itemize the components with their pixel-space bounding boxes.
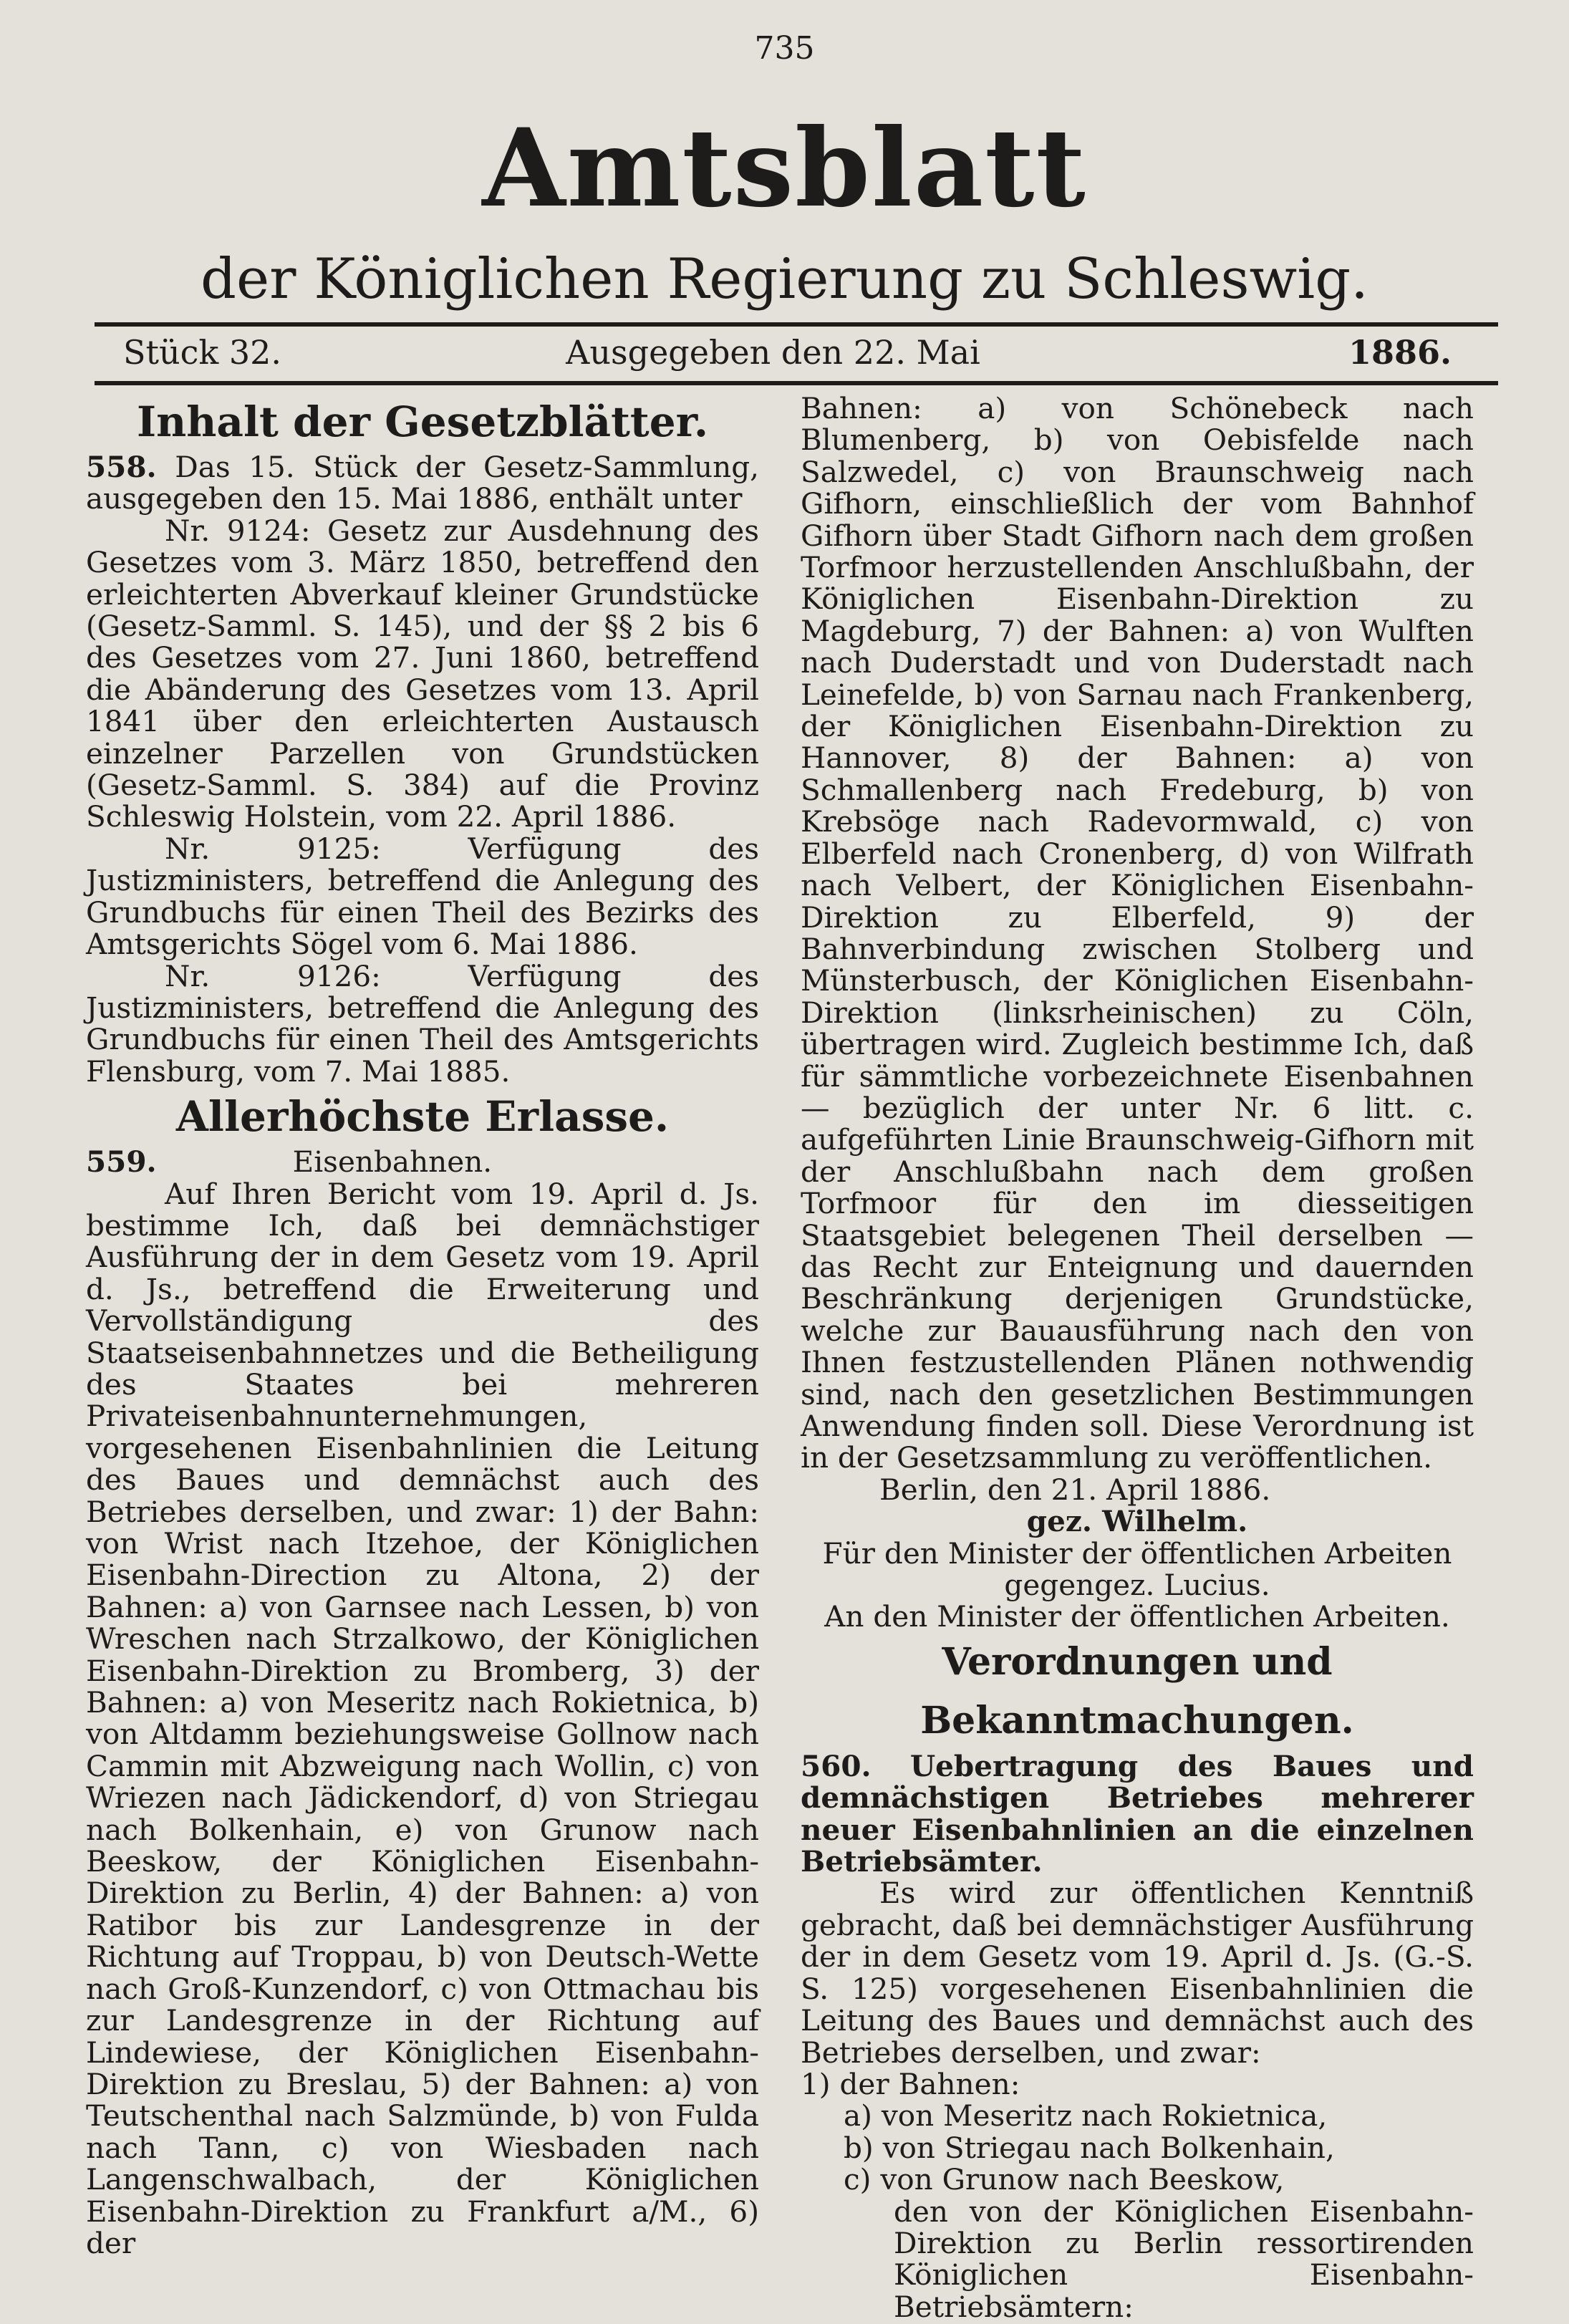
issue-date: Ausgegeben den 22. Mai: [566, 333, 980, 372]
entry-text: Das 15. Stück der Gesetz-Sammlung, ausgegeben den 15. Mai 1886, enthält unter: [86, 450, 760, 516]
entry-number: 558.: [86, 450, 157, 484]
entry-title: Eisenbahnen.: [292, 1144, 493, 1180]
list-item-tail: den von der Königlichen Eisenbahn-Direktion zu Berlin ressortirenden Königlichen Eisenbahn-Betriebsämtern:: [894, 2194, 1474, 2324]
issue-year: 1886.: [1348, 333, 1452, 372]
masthead-subtitle: der Königlichen Regierung zu Schleswig.: [201, 247, 1368, 312]
entry-number: 560.: [801, 1748, 872, 1783]
entry-title: Uebertragung des Baues und demnächstigen Betriebes mehrerer neuer Eisenbahnlinien an die einzelnen Betriebsämter.: [801, 1748, 1474, 1879]
page-number: 735: [754, 30, 815, 67]
list-item: a) von Meseritz nach Rokietnica,: [844, 2098, 1328, 2133]
signature-name: gez. Wilhelm.: [1026, 1504, 1248, 1539]
entry-558: [86, 451, 759, 515]
list-item: b) von Striegau nach Bolkenhain,: [844, 2130, 1335, 2165]
section-heading-verordnungen: Verordnungen und Bekanntmachungen.: [920, 1639, 1354, 1742]
left-column: [86, 392, 759, 2259]
signature: [801, 1505, 1474, 1537]
right-column: [801, 392, 1474, 2323]
header-rule-top: [95, 322, 1498, 327]
list-item: c) von Grunow nach Beeskow,: [844, 2162, 1285, 2197]
law-nr-9125: Nr. 9125: Verfügung des Justizministers, betreffend die Anlegung des Grundbuchs für einen Theil des Bezirks des Amtsgerichts Sögel vom 6. Mai 1886.: [86, 831, 759, 962]
law-nr-9124: Nr. 9124: Gesetz zur Ausdehnung des Gesetzes vom 3. März 1850, betreffend den erleichterten Abverkauf kleiner Grundstücke (Gesetz-Samml. S. 145), und der §§ 2 bis 6 des Gesetzes vom 27. Juni 1860, betreffend die Abänderung des Gesetzes vom 13. April 1841 über den erleichterten Austausch einzelner Parzellen von Grundstücken (Gesetz-Samml. S. 384) auf die Provinz Schleswig Holstein, vom 22. April 1886.: [86, 513, 759, 834]
entry-559-header: [86, 1144, 759, 1180]
entry-560-text: Es wird zur öffentlichen Kenntniß gebracht, daß bei demnächstiger Ausführung der in dem Gesetz vom 19. April d. Js. (G.-S. S. 125) vorgesehenen Eisenbahnlinien die Leitung des Baues und demnächst auch des Betriebes derselben, und zwar:: [801, 1876, 1474, 2070]
masthead-title: Amtsblatt: [482, 105, 1087, 231]
for-minister: Für den Minister der öffentlichen Arbeiten: [822, 1535, 1452, 1571]
entry-560-header: [801, 1750, 1474, 1878]
entry-number: 559.: [86, 1144, 157, 1180]
countersigned: gegengez. Lucius.: [1004, 1568, 1270, 1603]
issue-line: [95, 331, 1452, 374]
section-heading-gesetzblaetter: Inhalt der Gesetzblätter.: [136, 397, 709, 446]
header-rule-bottom: [95, 381, 1498, 385]
section-heading-erlasse: Allerhöchste Erlasse.: [175, 1092, 670, 1142]
addressee: An den Minister der öffentlichen Arbeiten.: [824, 1599, 1450, 1634]
issue-number: Stück 32.: [123, 333, 282, 372]
law-nr-9126: Nr. 9126: Verfügung des Justizministers, betreffend die Anlegung des Grundbuchs für einen Theil des Amtsgerichts Flensburg, vom 7. Mai 1885.: [86, 958, 759, 1089]
list-item: 1) der Bahnen:: [801, 2066, 1020, 2101]
place-date: Berlin, den 21. April 1886.: [879, 1472, 1271, 1507]
entry-559-text: Auf Ihren Bericht vom 19. April d. Js. bestimme Ich, daß bei demnächstiger Ausführung der in dem Gesetz vom 19. April d. Js., betreffend die Erweiterung und Vervollständigung des Staatseisenbahnnetzes und die Betheiligung des Staates bei mehreren Privateisenbahnunternehmungen, vorgesehenen Eisenbahnlinien die Leitung des Baues und demnächst auch des Betriebes derselben, und zwar: 1) der Bahn: von Wrist nach Itzehoe, der Königlichen Eisenbahn-Direction zu Altona, 2) der Bahnen: a) von Garnsee nach Lessen, b) von Wreschen nach Strzalkowo, der Königlichen Eisenbahn-Direktion zu Bromberg, 3) der Bahnen: a) von Meseritz nach Rokietnica, b) von Altdamm beziehungsweise Gollnow nach Cammin mit Abzweigung nach Wollin, c) von Wriezen nach Jädickendorf, d) von Striegau nach Bolkenhain, e) von Grunow nach Beeskow, der Königlichen Eisenbahn-Direktion zu Berlin, 4) der Bahnen: a) von Ratibor bis zur Landesgrenze in der Richtung auf Troppau, b) von Deutsch-Wette nach Groß-Kunzendorf, c) von Ottmachau bis zur Landesgrenze in der Richtung auf Lindewiese, der Königlichen Eisenbahn-Direktion zu Breslau, 5) der Bahnen: a) von Teutschenthal nach Salzmünde, b) von Fulda nach Tann, c) von Wiesbaden nach Langenschwalbach, der Königlichen Eisenbahn-Direktion zu Frankfurt a/M., 6) der: [86, 1176, 759, 2260]
entry-559-continued: Bahnen: a) von Schönebeck nach Blumenberg, b) von Oebisfelde nach Salzwedel, c) von Braunschweig nach Gifhorn, einschließlich der vom Bahnhof Gifhorn über Stadt Gifhorn nach dem großen Torfmoor herzustellenden Anschlußbahn, der Königlichen Eisenbahn-Direktion zu Magdeburg, 7) der Bahnen: a) von Wulften nach Duderstadt und von Duderstadt nach Leinefelde, b) von Sarnau nach Frankenberg, der Königlichen Eisenbahn-Direktion zu Hannover, 8) der Bahnen: a) von Schmallenberg nach Fredeburg, b) von Krebsöge nach Radevormwald, c) von Elberfeld nach Cronenberg, d) von Wilfrath nach Velbert, der Königlichen Eisenbahn-Direktion zu Elberfeld, 9) der Bahnverbindung zwischen Stolberg und Münsterbusch, der Königlichen Eisenbahn-Direktion (linksrheinischen) zu Cöln, übertragen wird. Zugleich bestimme Ich, daß für sämmtliche vorbezeichnete Eisenbahnen — bezüglich der unter Nr. 6 litt. c. aufgeführten Linie Braunschweig-Gifhorn mit der Anschlußbahn nach dem großen Torfmoor für den im diesseitigen Staatsgebiet belegenen Theil derselben — das Recht zur Enteignung und dauernden Beschränkung derjenigen Grundstücke, welche zur Bauausführung nach den von Ihnen festzustellenden Plänen nothwendig sind, nach den gesetzlichen Bestimmungen Anwendung finden soll. Diese Verordnung ist in der Gesetzsammlung zu veröffentlichen.: [801, 391, 1474, 1475]
